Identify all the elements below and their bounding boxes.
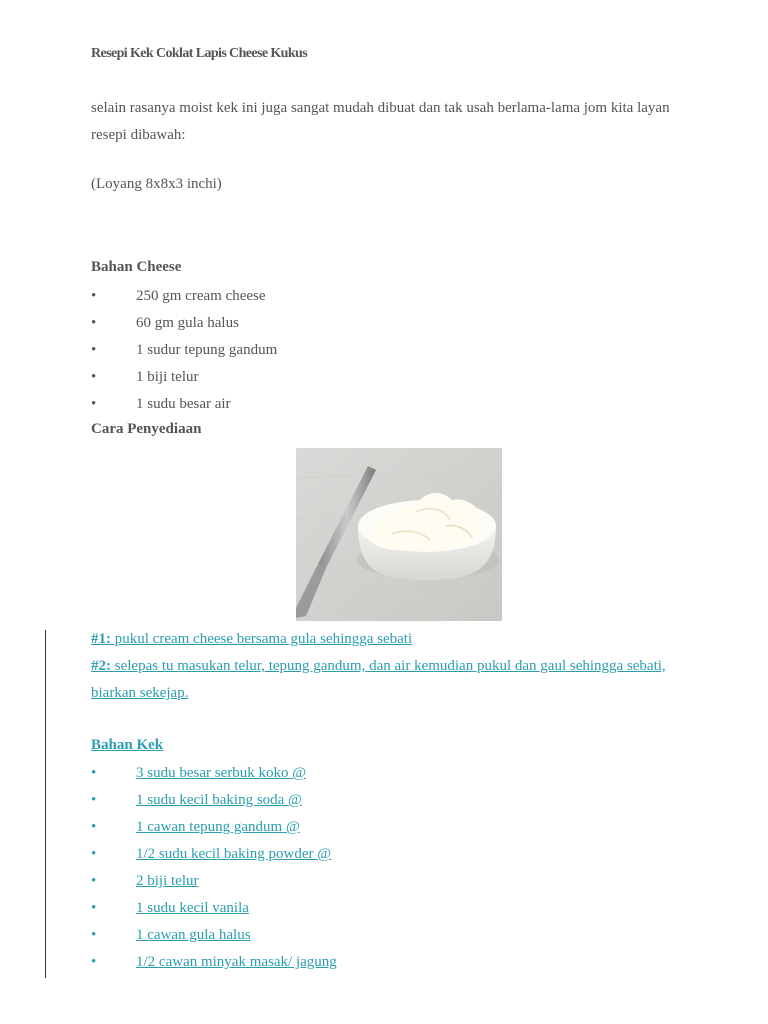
list-item[interactable]: • 1 cawan tepung gandum @ xyxy=(91,819,300,835)
change-bar xyxy=(45,630,46,978)
list-item[interactable]: • 2 biji telur xyxy=(91,873,199,889)
list-item[interactable]: • 3 sudu besar serbuk koko @ xyxy=(91,765,307,781)
list-item[interactable]: • 1/2 sudu kecil baking powder @ xyxy=(91,846,332,862)
step-1[interactable]: #1: pukul cream cheese bersama gula sehingga sebati xyxy=(91,631,413,647)
bahan-kek-list xyxy=(91,760,337,976)
list-item[interactable]: • 1 cawan gula halus xyxy=(91,927,251,943)
bahan-cheese-heading: Bahan Cheese xyxy=(91,259,182,275)
list-item: • 1 biji telur xyxy=(91,369,199,385)
pan-size-note: (Loyang 8x8x3 inchi) xyxy=(91,176,222,192)
list-item[interactable]: • 1/2 cawan minyak masak/ jagung xyxy=(91,954,337,970)
step-2[interactable]: #2: selepas tu masukan telur, tepung gandum, dan air kemudian pukul dan gaul sehingga sebati, biarkan sekejap. xyxy=(91,658,666,701)
list-item: • 1 sudu besar air xyxy=(91,396,231,412)
list-item: • 1 sudur tepung gandum xyxy=(91,342,278,358)
list-item[interactable]: • 1 sudu kecil baking soda @ xyxy=(91,792,302,808)
list-item[interactable]: • 1 sudu kecil vanila xyxy=(91,900,249,916)
cream-cheese-photo xyxy=(296,448,502,621)
page-title: Resepi Kek Coklat Lapis Cheese Kukus xyxy=(91,46,308,61)
intro-paragraph: selain rasanya moist kek ini juga sangat mudah dibuat dan tak usah berlama-lama jom kita layan resepi dibawah: xyxy=(91,100,670,143)
steps xyxy=(91,626,691,707)
bahan-cheese-list xyxy=(91,283,277,418)
cara-penyediaan-heading: Cara Penyediaan xyxy=(91,421,202,437)
list-item: • 250 gm cream cheese xyxy=(91,288,266,304)
list-item: • 60 gm gula halus xyxy=(91,315,239,331)
bahan-kek-heading[interactable]: Bahan Kek xyxy=(91,737,164,753)
